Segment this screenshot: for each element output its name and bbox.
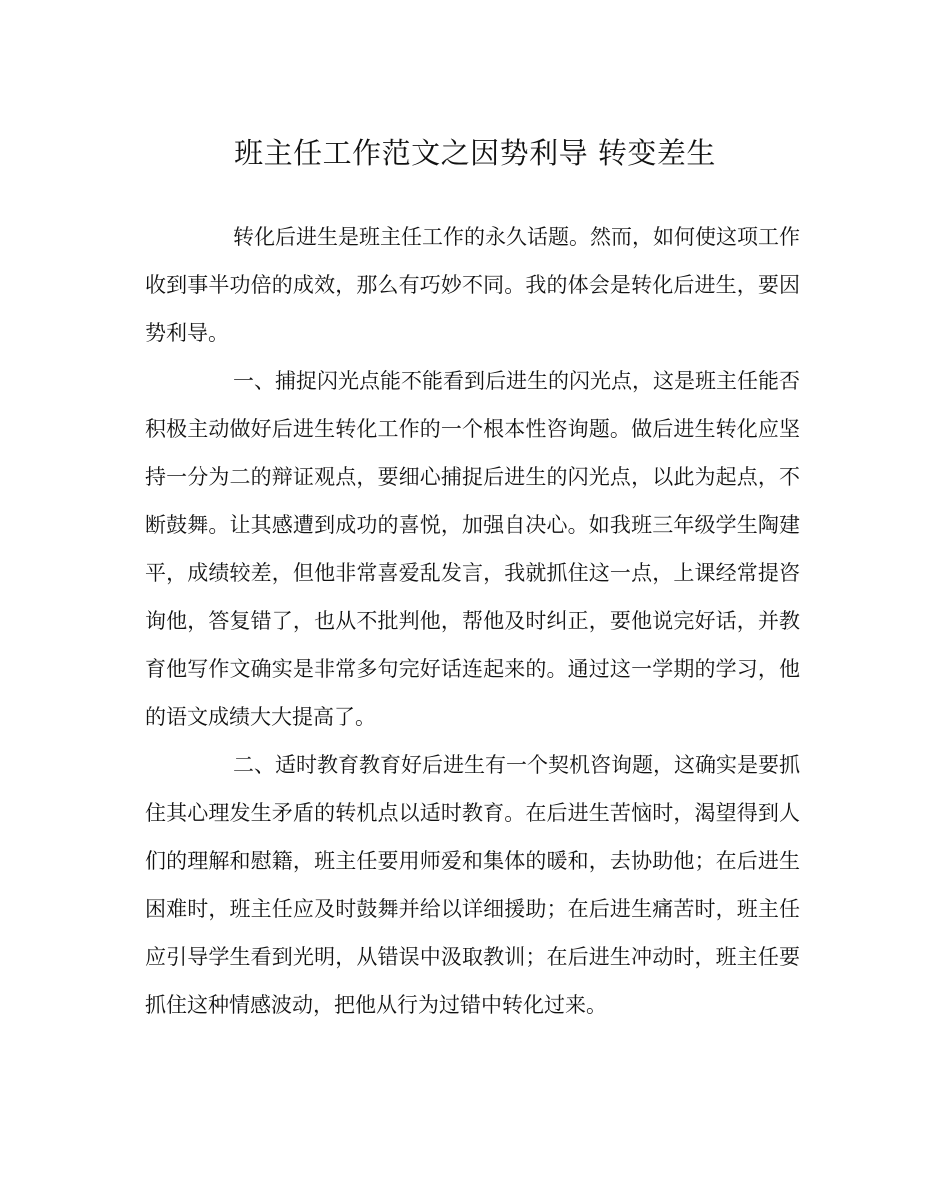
paragraph-intro: 转化后进生是班主任工作的永久话题。然而，如何使这项工作收到事半功倍的成效，那么有巧妙不同。我的体会是转化后进生，要因势利导。: [145, 225, 800, 345]
document-body: [145, 213, 800, 1029]
paragraph-section-two: 二、适时教育教育好后进生有一个契机咨询题，这确实是要抓住其心理发生矛盾的转机点以适时教育。在后进生苦恼时，渴望得到人们的理解和慰籍，班主任要用师爱和集体的暖和，去协助他；在后进生困难时，班主任应及时鼓舞并给以详细援助；在后进生痛苦时，班主任应引导学生看到光明，从错误中汲取教训；在后进生冲动时，班主任要抓住这种情感波动，把他从行为过错中转化过来。: [145, 753, 800, 1017]
document-title: 班主任工作范文之因势利导 转变差生: [234, 136, 716, 170]
paragraph-section-one: 一、捕捉闪光点能不能看到后进生的闪光点，这是班主任能否积极主动做好后进生转化工作的一个根本性咨询题。做后进生转化应坚持一分为二的辩证观点，要细心捕捉后进生的闪光点，以此为起点，不断鼓舞。让其感遭到成功的喜悦，加强自决心。如我班三年级学生陶建平，成绩较差，但他非常喜爱乱发言，我就抓住这一点，上课经常提咨询他，答复错了，也从不批判他，帮他及时纠正，要他说完好话，并教育他写作文确实是非常多句完好话连起来的。通过这一学期的学习，他的语文成绩大大提高了。: [145, 369, 800, 729]
